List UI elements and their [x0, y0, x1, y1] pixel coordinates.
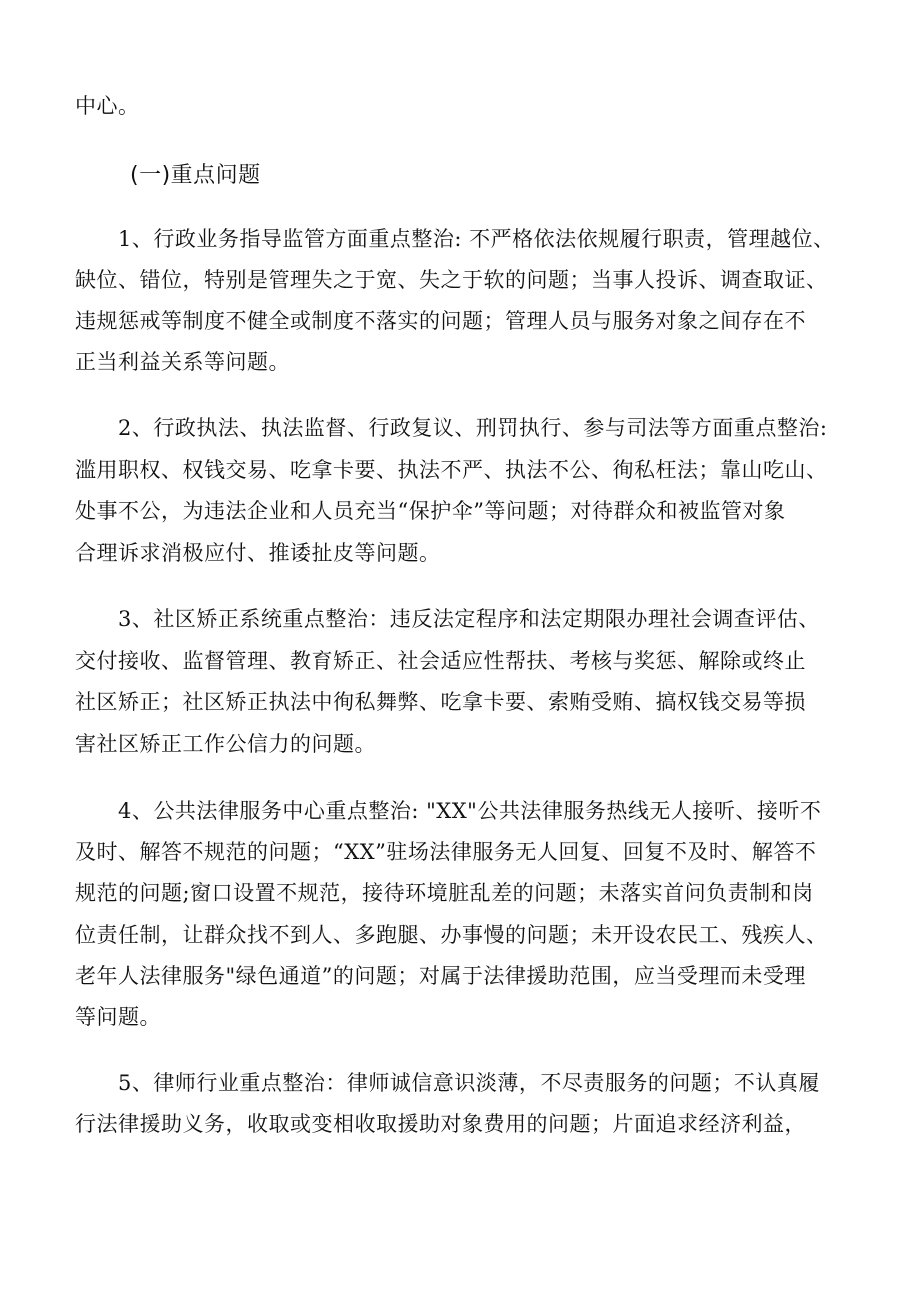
text-fragment-top: 中心。 — [75, 94, 140, 118]
paragraph-2-line-2: 滥用职权、权钱交易、吃拿卡要、执法不严、执法不公、徇私枉法；靠山吃山、 — [75, 458, 828, 482]
paragraph-3-line-1: 3、社区矫正系统重点整治：违反法定程序和法定期限办理社会调查评估、 — [118, 607, 820, 631]
paragraph-1-line-1: 1、行政业务指导监管方面重点整治: 不严格依法依规履行职责，管理越位、 — [118, 227, 835, 251]
paragraph-1-line-4: 正当利益关系等问题。 — [75, 350, 290, 374]
paragraph-2-line-3: 处事不公，为违法企业和人员充当“保护伞”等问题；对待群众和被监管对象 — [75, 499, 786, 523]
paragraph-4-line-3: 规范的问题;窗口设置不规范，接待环境脏乱差的问题；未落实首问负责制和岗 — [75, 881, 814, 905]
paragraph-4-line-6: 等问题。 — [75, 1005, 161, 1029]
paragraph-3-line-2: 交付接收、监督管理、教育矫正、社会适应性帮扶、考核与奖惩、解除或终止 — [75, 649, 806, 673]
paragraph-4-line-4: 位责任制，让群众找不到人、多跑腿、办事慢的问题；未开设农民工、残疾人、 — [75, 923, 828, 947]
paragraph-3-line-4: 害社区矫正工作公信力的问题。 — [75, 732, 376, 756]
paragraph-2-line-4: 合理诉求消极应付、推诿扯皮等问题。 — [75, 541, 441, 565]
paragraph-3-line-3: 社区矫正；社区矫正执法中徇私舞弊、吃拿卡要、索贿受贿、搞权钱交易等损 — [75, 690, 806, 714]
paragraph-4-line-5: 老年人法律服务"绿色通道”的问题；对属于法律援助范围，应当受理而未受理 — [75, 964, 806, 988]
paragraph-2-line-1: 2、行政执法、执法监督、行政复议、刑罚执行、参与司法等方面重点整治: — [118, 416, 828, 440]
paragraph-1-line-2: 缺位、错位，特别是管理失之于宽、失之于软的问题；当事人投诉、调查取证、 — [75, 268, 828, 292]
paragraph-5-line-2: 行法律援助义务，收取或变相收取援助对象费用的问题；片面追求经济利益， — [75, 1112, 806, 1136]
section-heading: (一)重点问题 — [130, 163, 261, 188]
paragraph-1-line-3: 违规惩戒等制度不健全或制度不落实的问题；管理人员与服务对象之间存在不 — [75, 309, 806, 333]
paragraph-4-line-2: 及时、解答不规范的问题；“XX”驻场法律服务无人回复、回复不及时、解答不 — [75, 840, 817, 864]
paragraph-5-line-1: 5、律师行业重点整治：律师诚信意识淡薄，不尽责服务的问题；不认真履 — [118, 1071, 820, 1095]
paragraph-4-line-1: 4、公共法律服务中心重点整治: "XX"公共法律服务热线无人接听、接听不 — [118, 799, 822, 823]
